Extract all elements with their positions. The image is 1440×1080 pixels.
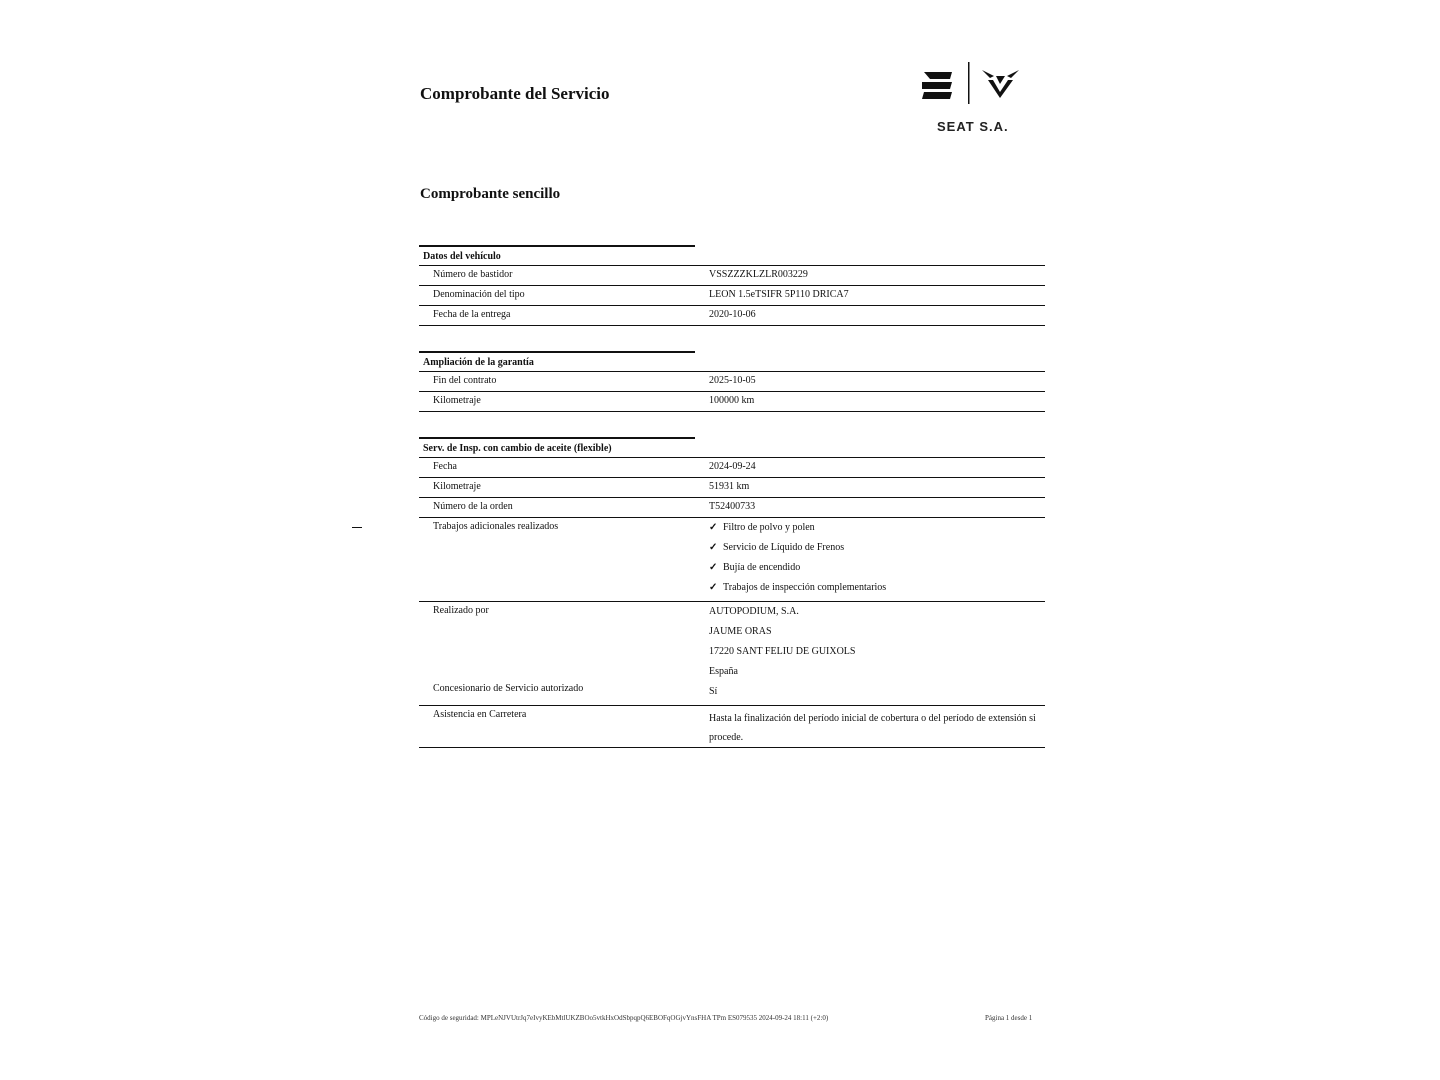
row-value: 51931 km (709, 481, 750, 492)
row-label: Realizado por (433, 605, 489, 616)
additional-work-list (709, 518, 1045, 601)
address-line: AUTOPODIUM, S.A. (709, 606, 799, 617)
table-row (419, 265, 1045, 285)
address-line: JAUME ORAS (709, 626, 772, 637)
table-row (419, 477, 1045, 497)
list-item-label: Filtro de polvo y polen (723, 522, 815, 533)
checkmark-icon: ✓ (709, 582, 718, 593)
row-value: T52400733 (709, 501, 756, 512)
table-row-additional-work (419, 517, 1045, 601)
row-value: 2024-09-24 (709, 461, 756, 472)
document-subtitle: Comprobante sencillo (420, 186, 561, 202)
row-value: VSSZZZKLZLR003229 (709, 269, 808, 280)
seat-logo-icon (922, 72, 952, 99)
seat-cupra-logo-icon (918, 62, 1028, 108)
checkmark-icon: ✓ (709, 542, 718, 553)
row-label: Kilometraje (433, 481, 481, 492)
list-item (709, 581, 1045, 601)
address-line: 17220 SANT FELIU DE GUIXOLS (709, 646, 856, 657)
row-label: Kilometraje (433, 395, 481, 406)
table-row-performed-by (419, 601, 1045, 705)
list-item (709, 521, 1045, 541)
row-label: Fecha (433, 461, 457, 472)
table-row (419, 285, 1045, 305)
row-value: 2025-10-05 (709, 375, 756, 386)
table-row (419, 497, 1045, 517)
row-label: Concesionario de Servicio autorizado (433, 683, 584, 694)
list-item (709, 541, 1045, 561)
table-row (419, 391, 1045, 412)
list-item-label: Bujía de encendido (723, 562, 801, 573)
table-row-roadside (419, 705, 1045, 748)
page-title: Comprobante del Servicio (420, 84, 610, 103)
row-value: 100000 km (709, 395, 755, 406)
security-code: Código de seguridad: MPLeNJVUtrJq7eIvyKEbMtlUKZBOo5vtkHxOdSbpqpQ6EBOFqOGjvYnsFHA TPm ES079535 2024-09-24 18:11 (+2:0) (419, 1014, 829, 1022)
list-item-label: Trabajos de inspección complementarios (723, 582, 887, 593)
row-label: Número de la orden (433, 501, 513, 512)
row-label: Número de bastidor (433, 269, 513, 280)
row-label: Denominación del tipo (433, 289, 525, 300)
section-heading: Serv. de Insp. con cambio de aceite (flexible) (419, 437, 695, 457)
page-number: Página 1 desde 1 (985, 1014, 1033, 1022)
checkmark-icon: ✓ (709, 522, 718, 533)
cupra-logo-icon (982, 70, 1019, 98)
service-section (419, 437, 1045, 748)
row-value: 2020-10-06 (709, 309, 756, 320)
row-label: Fin del contrato (433, 375, 497, 386)
margin-mark (352, 527, 362, 528)
list-item-label: Servicio de Líquido de Frenos (723, 542, 845, 553)
row-value: Hasta la finalización del período inicial de cobertura o del período de extensión si procede. (709, 713, 1036, 743)
company-name: SEAT S.A. (937, 119, 1009, 134)
address-line: España (709, 666, 738, 677)
row-label: Trabajos adicionales realizados (433, 521, 559, 532)
list-item (709, 561, 1045, 581)
row-value: Sí (709, 686, 718, 697)
row-label: Fecha de la entrega (433, 309, 511, 320)
row-value: LEON 1.5eTSIFR 5P110 DRICA7 (709, 289, 849, 300)
section-heading: Datos del vehículo (419, 245, 695, 265)
table-row (419, 371, 1045, 391)
section-heading: Ampliación de la garantía (419, 351, 695, 371)
table-row (419, 457, 1045, 477)
checkmark-icon: ✓ (709, 562, 718, 573)
warranty-section (419, 351, 1045, 412)
table-row (419, 305, 1045, 326)
vehicle-section (419, 245, 1045, 326)
row-label: Asistencia en Carretera (433, 709, 527, 720)
